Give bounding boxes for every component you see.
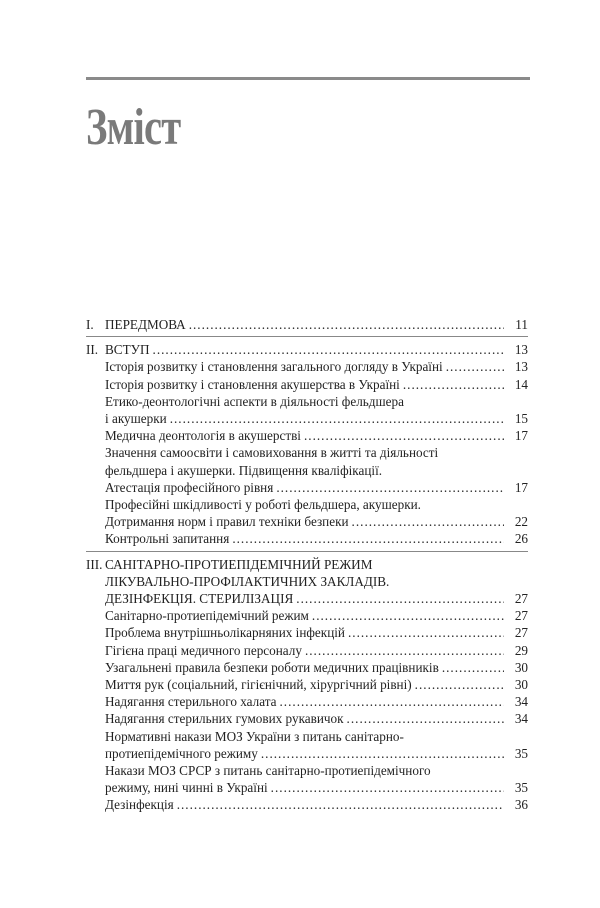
leader-dots (304, 427, 504, 444)
toc-entry-line (86, 573, 528, 590)
entry-title-text: Медична деонтологія в акушерстві (105, 428, 301, 444)
leader-dots (352, 513, 504, 530)
leader-dots (415, 676, 504, 693)
toc-entry[interactable] (86, 496, 528, 530)
section-number: III. (86, 556, 103, 572)
toc-entry-line-last (105, 693, 528, 710)
toc-entry[interactable] (86, 676, 528, 693)
page-number: 17 (514, 479, 528, 495)
toc-entry-line-last (105, 513, 528, 530)
page-number: 26 (514, 531, 528, 547)
toc-entry[interactable] (86, 728, 528, 762)
toc-entry-line-last (105, 427, 528, 444)
page-number: 36 (514, 797, 528, 813)
toc-entry-line-last (105, 745, 528, 762)
leader-dots (446, 358, 504, 375)
page-number: 15 (514, 411, 528, 427)
page-number: 22 (514, 514, 528, 530)
entry-title-text: Дотримання норм і правил техніки безпеки (105, 514, 349, 530)
toc-entry[interactable] (86, 710, 528, 727)
entry-title-text: режиму, нині чинні в Україні (105, 780, 268, 796)
leader-dots (442, 659, 504, 676)
entry-title-text: Історія розвитку і становлення загального догляду в Україні (105, 359, 443, 375)
leader-dots (232, 530, 504, 547)
toc-entry-line (86, 556, 528, 573)
toc-entry[interactable] (86, 427, 528, 444)
leader-dots (153, 341, 504, 358)
toc-entry-line (105, 462, 528, 479)
toc-section-3 (86, 556, 528, 817)
page-number: 11 (515, 317, 528, 332)
toc-entry-line-last (105, 607, 528, 624)
entry-title-text: і акушерки (105, 411, 167, 427)
page-number: 29 (514, 642, 528, 658)
toc-entry[interactable] (86, 376, 528, 393)
page-number: 27 (514, 608, 528, 624)
table-of-contents (86, 316, 528, 821)
leader-dots (261, 745, 504, 762)
entry-title-text: Миття рук (соціальний, гігієнічний, хірургічний рівні) (105, 677, 412, 693)
toc-entry-line-last (105, 779, 528, 796)
entry-title-text: Професійні шкідливості у роботі фельдшера, акушерки. (105, 497, 421, 513)
toc-entry-line-last (105, 624, 528, 641)
entry-title-text: Значення самоосвіти і самовиховання в житті та діяльності (105, 445, 439, 461)
toc-section-heading[interactable] (86, 556, 528, 608)
entry-title-text: Нормативні накази МОЗ України з питань санітарно- (105, 728, 404, 744)
leader-dots (296, 590, 504, 607)
toc-entry-line-last (105, 530, 528, 547)
toc-entry-line-last (105, 710, 528, 727)
toc-entry[interactable] (86, 358, 528, 375)
page-number: 27 (514, 625, 528, 641)
toc-entry-line-last (105, 642, 528, 659)
leader-dots (177, 796, 504, 813)
toc-entry[interactable] (86, 444, 528, 496)
leader-dots (403, 376, 504, 393)
toc-entry-line (105, 444, 528, 461)
toc-entry[interactable] (86, 762, 528, 796)
entry-title-text: Проблема внутрішньолікарняних інфекцій (105, 625, 345, 641)
page-number: 30 (514, 659, 528, 675)
toc-entry-line-last (86, 341, 528, 358)
toc-entry[interactable] (86, 530, 528, 547)
page-number: 34 (514, 711, 528, 727)
toc-entry-line-last (105, 479, 528, 496)
entry-title-text: протиепідемічного режиму (105, 745, 258, 761)
entry-title-text: ЛІКУВАЛЬНО-ПРОФІЛАКТИЧНИХ ЗАКЛАДІВ. (105, 573, 390, 589)
entry-title-text: Дезінфекція (105, 797, 174, 813)
entry-title-text: Гігієна праці медичного персоналу (105, 642, 302, 658)
toc-entry-line (105, 728, 528, 745)
toc-entry[interactable] (86, 642, 528, 659)
top-rule (86, 77, 530, 80)
entry-title-text: Атестація професійного рівня (105, 479, 274, 495)
leader-dots (305, 642, 504, 659)
entry-title-text: Узагальнені правила безпеки роботи медичних працівників (105, 659, 439, 675)
page-title: Зміст (86, 99, 181, 156)
toc-entry-line-last (105, 796, 528, 813)
toc-entry[interactable] (86, 796, 528, 813)
toc-entry[interactable] (86, 624, 528, 641)
entry-title-text: фельдшера і акушерки. Підвищення кваліфікації. (105, 462, 383, 478)
leader-dots (348, 624, 504, 641)
toc-section-2 (86, 341, 528, 551)
leader-dots (347, 710, 504, 727)
toc-entry-line (105, 496, 528, 513)
entry-title-text: ПЕРЕДМОВА (105, 317, 186, 332)
toc-entry[interactable] (86, 607, 528, 624)
page-number: 17 (514, 428, 528, 444)
leader-dots (170, 410, 504, 427)
entry-title-text: Контрольні запитання (105, 531, 230, 547)
entry-title-text: САНІТАРНО-ПРОТИЕПІДЕМІЧНИЙ РЕЖИМ (105, 556, 373, 572)
toc-entry-line-last (86, 316, 528, 333)
leader-dots (271, 779, 504, 796)
entry-title-text: Історія розвитку і становлення акушерства в Україні (105, 376, 400, 392)
page-number: 27 (514, 591, 528, 607)
toc-entry-line-last (105, 659, 528, 676)
toc-entry[interactable] (86, 393, 528, 427)
section-number: I. (86, 317, 94, 332)
leader-dots (312, 607, 504, 624)
toc-section-1 (86, 316, 528, 337)
page-number: 13 (514, 359, 528, 375)
toc-section-heading[interactable] (86, 316, 528, 333)
page-number: 13 (514, 342, 528, 358)
leader-dots (276, 479, 504, 496)
toc-entry-line (105, 393, 528, 410)
toc-entry[interactable] (86, 659, 528, 676)
entry-title-text: Накази МОЗ СРСР з питань санітарно-протиепідемічного (105, 763, 431, 779)
entry-title-text: Надягання стерильного халата (105, 694, 277, 710)
toc-entry-line (105, 762, 528, 779)
toc-entry-line-last (86, 590, 528, 607)
entry-title-text: Етико-деонтологічні аспекти в діяльності фельдшера (105, 393, 404, 409)
page-number: 35 (514, 780, 528, 796)
page-number: 30 (514, 677, 528, 693)
entry-title-text: ВСТУП (105, 342, 150, 358)
toc-entry-line-last (105, 358, 528, 375)
toc-entry-line-last (105, 676, 528, 693)
toc-entry-line-last (105, 376, 528, 393)
toc-entry[interactable] (86, 693, 528, 710)
toc-entry-line-last (105, 410, 528, 427)
entry-title-text: Надягання стерильних гумових рукавичок (105, 711, 344, 727)
leader-dots (189, 316, 504, 333)
leader-dots (280, 693, 505, 710)
toc-section-heading[interactable] (86, 341, 528, 358)
page-number: 14 (514, 376, 528, 392)
page-number: 34 (514, 694, 528, 710)
page-number: 35 (514, 745, 528, 761)
entry-title-text: ДЕЗІНФЕКЦІЯ. СТЕРИЛІЗАЦІЯ (105, 591, 294, 607)
section-number: II. (86, 342, 99, 358)
entry-title-text: Санітарно-протиепідемічний режим (105, 608, 309, 624)
